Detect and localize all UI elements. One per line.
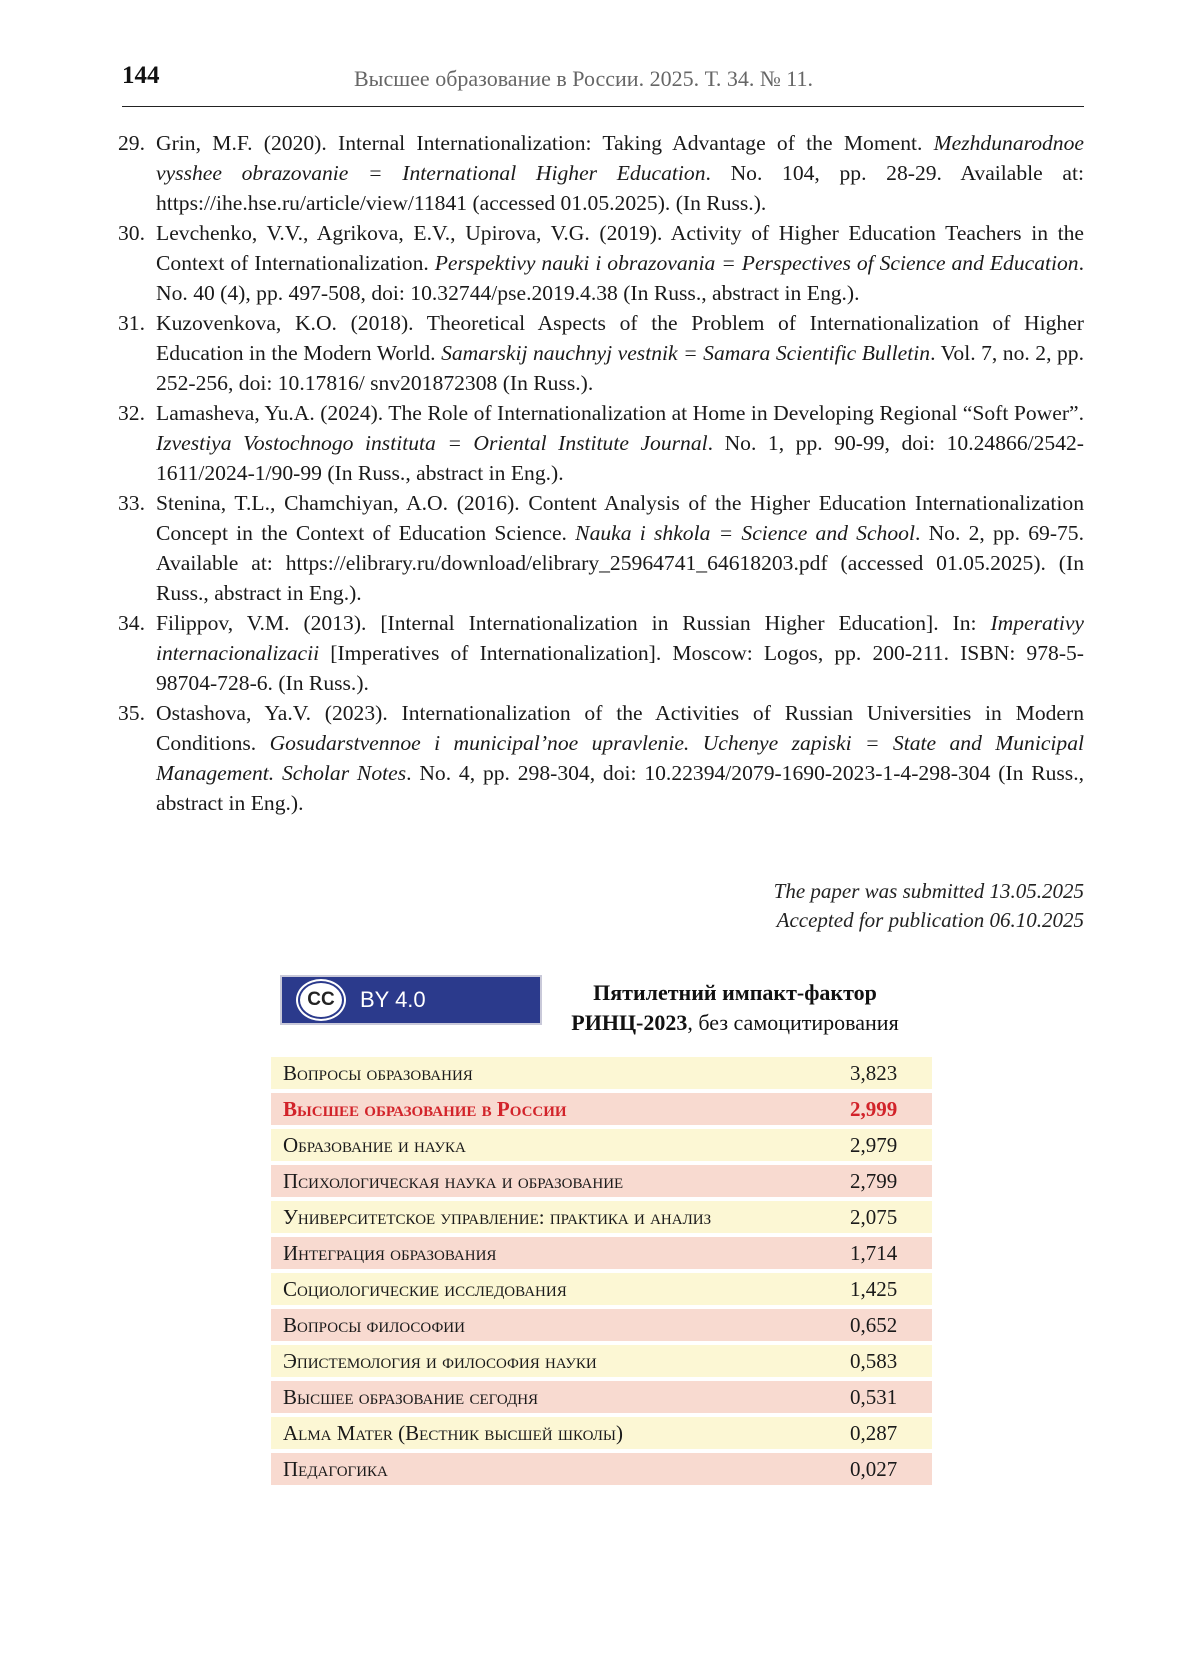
reference-item — [118, 488, 1084, 608]
impact-value: 0,027 — [850, 1453, 932, 1485]
impact-title-line1: Пятилетний импакт-фактор — [593, 980, 877, 1005]
table-row — [271, 1453, 932, 1485]
reference-source: Gosudarstvennoe i municipal’noe upravlenie. Uchenye zapiski = State and Municipal Management. Scholar Notes — [156, 731, 1084, 785]
page-header — [122, 62, 1084, 107]
publication-dates — [774, 877, 1084, 935]
reference-number: 34. — [118, 611, 145, 635]
journal-name: Интеграция образования — [271, 1237, 850, 1269]
journal-name: Вопросы философии — [271, 1309, 850, 1341]
reference-details: . No. 40 (4), pp. 497-508, doi: 10.32744/pse.2019.4.38 (In Russ., abstract in Eng.). — [156, 251, 1084, 305]
reference-number: 31. — [118, 311, 145, 335]
table-row — [271, 1345, 932, 1377]
journal-info: Высшее образование в России. 2025. Т. 34. № 11. — [354, 66, 813, 91]
impact-value: 3,823 — [850, 1057, 932, 1089]
reference-source: Samarskij nauchnyj vestnik = Samara Scientific Bulletin — [441, 341, 931, 365]
reference-text: Grin, M.F. (2020). Internal Internationalization: Taking Advantage of the Moment. — [156, 131, 934, 155]
reference-text: Kuzovenkova, K.O. (2018). Theoretical Aspects of the Problem of Internationalization of Higher Education in the Modern World. — [156, 311, 1084, 365]
impact-title-index: РИНЦ-2023 — [571, 1010, 688, 1035]
impact-factor-table — [271, 1053, 932, 1489]
reference-details: . No. 2, pp. 69-75. Available at: https://elibrary.ru/download/elibrary_25964741_64618203.pdf (accessed 01.05.2025). (In Russ., abstract in Eng.). — [156, 521, 1085, 605]
impact-value: 1,714 — [850, 1237, 932, 1269]
journal-name: Вопросы образования — [271, 1057, 850, 1089]
cc-icon: CC — [300, 983, 342, 1017]
journal-name: Социологические исследования — [271, 1273, 850, 1305]
reference-item — [118, 308, 1084, 398]
journal-name: Высшее образование сегодня — [271, 1381, 850, 1413]
reference-source: Mezhdunarodnoe vysshee obrazovanie = International Higher Education — [156, 131, 1084, 185]
license-label: BY 4.0 — [360, 987, 426, 1012]
table-row — [271, 1309, 932, 1341]
reference-details: . Vol. 7, no. 2, pp. 252-256, doi: 10.17816/ snv201872308 (In Russ.). — [156, 341, 1085, 395]
reference-list — [118, 128, 1084, 818]
table-row — [271, 1165, 932, 1197]
accepted-date: Accepted for publication 06.10.2025 — [776, 908, 1084, 932]
impact-value: 0,287 — [850, 1417, 932, 1449]
impact-value: 0,652 — [850, 1309, 932, 1341]
reference-text: Ostashova, Ya.V. (2023). Internationalization of the Activities of Russian Universities in Modern Conditions. — [156, 701, 1084, 755]
reference-number: 32. — [118, 401, 145, 425]
impact-value: 1,425 — [850, 1273, 932, 1305]
reference-number: 35. — [118, 701, 145, 725]
table-row — [271, 1057, 932, 1089]
reference-text: Lamasheva, Yu.A. (2024). The Role of Internationalization at Home in Developing Regional “Soft Power”. — [156, 401, 1084, 425]
page-number: 144 — [122, 62, 160, 89]
impact-value: 2,799 — [850, 1165, 932, 1197]
impact-value: 2,999 — [850, 1093, 932, 1125]
table-row — [271, 1129, 932, 1161]
journal-name: Университетское управление: практика и анализ — [271, 1201, 850, 1233]
reference-details: . No. 4, pp. 298-304, doi: 10.22394/2079-1690-2023-1-4-298-304 (In Russ., abstract in Eng.). — [156, 761, 1084, 815]
reference-number: 30. — [118, 221, 145, 245]
reference-source: Nauka i shkola = Science and School — [575, 521, 915, 545]
reference-source: Izvestiya Vostochnogo instituta = Oriental Institute Journal — [156, 431, 708, 455]
reference-details: [Imperatives of Internationalization]. Moscow: Logos, pp. 200-211. ISBN: 978-5-98704-728-6. (In Russ.). — [156, 641, 1084, 695]
table-row — [271, 1417, 932, 1449]
impact-value: 0,583 — [850, 1345, 932, 1377]
reference-text: Stenina, T.L., Chamchiyan, A.O. (2016). Content Analysis of the Higher Education Internationalization Concept in the Context of Education Science. — [156, 491, 1084, 545]
impact-title-qualifier: , без самоцитирования — [687, 1010, 899, 1035]
reference-text: Levchenko, V.V., Agrikova, E.V., Upirova, V.G. (2019). Activity of Higher Education Teachers in the Context of Internationalization. — [156, 221, 1084, 275]
table-row — [271, 1237, 932, 1269]
reference-item — [118, 128, 1084, 218]
table-row-highlighted — [271, 1093, 932, 1125]
reference-source: Imperativy internacionalizacii — [156, 611, 1084, 665]
reference-item — [118, 608, 1084, 698]
reference-details: . No. 1, pp. 90-99, doi: 10.24866/2542-1611/2024-1/90-99 (In Russ., abstract in Eng.). — [156, 431, 1084, 485]
reference-details: . No. 104, pp. 28-29. Available at: https://ihe.hse.ru/article/view/11841 (accessed 01.05.2025). (In Russ.). — [156, 161, 1084, 215]
table-row — [271, 1273, 932, 1305]
journal-name: Образование и наука — [271, 1129, 850, 1161]
table-row — [271, 1381, 932, 1413]
reference-item — [118, 698, 1084, 818]
reference-number: 33. — [118, 491, 145, 515]
impact-value: 0,531 — [850, 1381, 932, 1413]
impact-value: 2,979 — [850, 1129, 932, 1161]
impact-value: 2,075 — [850, 1201, 932, 1233]
reference-item — [118, 398, 1084, 488]
impact-factor-title — [555, 978, 915, 1038]
reference-number: 29. — [118, 131, 145, 155]
cc-license-badge[interactable] — [280, 975, 542, 1025]
table-row — [271, 1201, 932, 1233]
journal-name: Психологическая наука и образование — [271, 1165, 850, 1197]
reference-item — [118, 218, 1084, 308]
reference-source: Perspektivy nauki i obrazovania = Perspectives of Science and Education — [434, 251, 1079, 275]
journal-name: Высшее образование в России — [271, 1093, 850, 1125]
submitted-date: The paper was submitted 13.05.2025 — [773, 879, 1084, 903]
journal-name: Эпистемология и философия науки — [271, 1345, 850, 1377]
reference-text: Filippov, V.M. (2013). [Internal Internationalization in Russian Higher Education]. In: — [156, 611, 991, 635]
journal-name: Педагогика — [271, 1453, 850, 1485]
journal-name: Alma Mater (Вестник высшей школы) — [271, 1417, 850, 1449]
impact-title-line2 — [555, 1008, 915, 1038]
